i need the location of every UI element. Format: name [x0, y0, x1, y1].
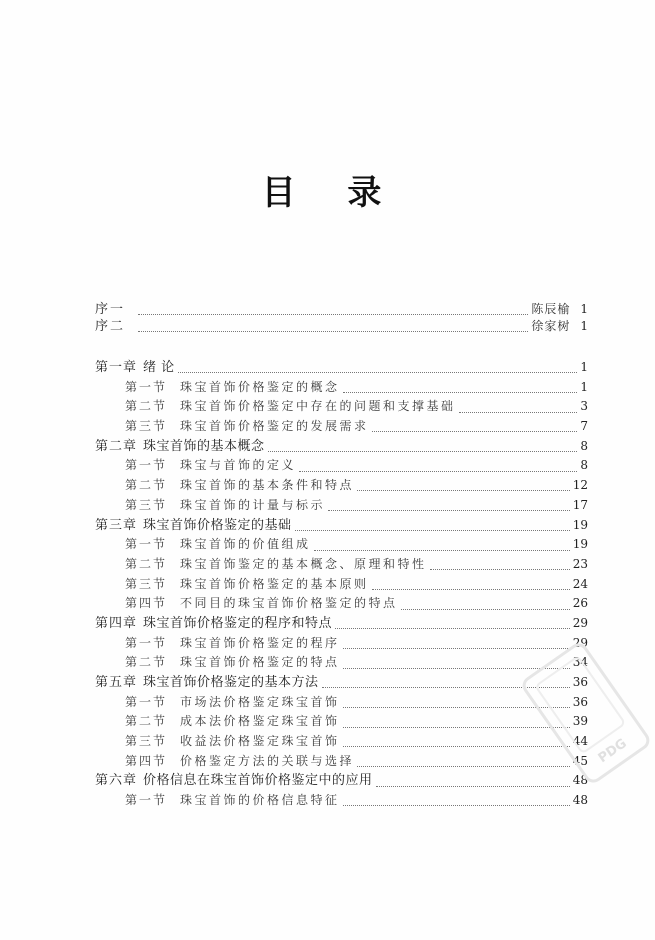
toc-chapter	[95, 614, 588, 634]
section-number: 第四节	[125, 753, 168, 768]
section-title: 珠宝首饰价格鉴定的发展需求	[180, 419, 369, 434]
section-number: 第一节	[125, 458, 168, 473]
watermark-text: PDG	[595, 736, 630, 767]
toc-section	[95, 555, 588, 575]
chapter-number: 第四章	[95, 615, 138, 631]
section-title: 珠宝首饰的价值组成	[180, 537, 311, 552]
section-number: 第一节	[125, 694, 168, 709]
toc-section	[95, 535, 588, 555]
dot-leader	[299, 471, 577, 472]
dot-leader	[343, 648, 570, 649]
page-number: 19	[572, 537, 588, 552]
section-number: 第三节	[125, 734, 168, 749]
dot-leader	[372, 431, 578, 432]
section-number: 第二节	[125, 556, 168, 571]
toc-section	[95, 397, 588, 417]
toc-section	[95, 732, 588, 752]
chapter-number: 第三章	[95, 517, 138, 533]
toc-section	[95, 476, 588, 496]
page-number: 36	[572, 694, 588, 709]
toc-preface	[95, 318, 588, 335]
toc-chapter	[95, 771, 588, 791]
dot-leader	[430, 569, 570, 570]
preface-author: 徐家树	[531, 319, 571, 333]
dot-leader	[343, 727, 570, 728]
preface-label: 序二	[95, 319, 126, 334]
section-title: 珠宝首饰的计量与标示	[180, 497, 326, 512]
dot-leader	[372, 589, 570, 590]
toc-section	[95, 693, 588, 713]
toc-section	[95, 752, 588, 772]
section-number: 第二节	[125, 714, 168, 729]
section-number: 第一节	[125, 379, 168, 394]
toc-chapter	[95, 358, 588, 378]
section-title: 珠宝首饰的基本条件和特点	[180, 478, 355, 493]
preface-author: 陈辰榆	[531, 302, 571, 316]
dot-leader	[295, 530, 570, 531]
page-number: 36	[572, 675, 588, 689]
toc-section	[95, 456, 588, 476]
chapter-title: 珠宝首饰价格鉴定的基本方法	[143, 675, 319, 690]
section-title: 市场法价格鉴定珠宝首饰	[180, 694, 340, 709]
dot-leader	[357, 490, 570, 491]
section-title: 珠宝首饰价格鉴定的特点	[180, 655, 340, 670]
section-number: 第四节	[125, 596, 168, 611]
dot-leader	[343, 805, 570, 806]
page-number: 39	[572, 714, 588, 729]
section-number: 第一节	[125, 793, 168, 808]
section-number: 第二节	[125, 655, 168, 670]
toc-chapter	[95, 516, 588, 536]
toc-chapter	[95, 673, 588, 693]
page-number: 24	[572, 576, 588, 591]
chapter-number: 第一章	[95, 360, 138, 375]
section-number: 第一节	[125, 635, 168, 650]
dot-leader	[343, 746, 570, 747]
dot-leader	[376, 786, 570, 787]
page-number: 45	[572, 753, 588, 768]
chapter-list	[95, 358, 588, 811]
page-number: 7	[580, 419, 588, 434]
toc-section	[95, 378, 588, 398]
page-number: 8	[580, 458, 588, 473]
toc-section	[95, 496, 588, 516]
dot-leader	[357, 766, 570, 767]
section-title: 不同目的珠宝首饰价格鉴定的特点	[180, 596, 398, 611]
toc-preface	[95, 301, 588, 318]
section-number: 第二节	[125, 478, 168, 493]
toc-section	[95, 653, 588, 673]
toc-section	[95, 634, 588, 654]
section-title: 珠宝首饰价格鉴定的程序	[180, 635, 340, 650]
toc-section	[95, 417, 588, 437]
chapter-title: 珠宝首饰价格鉴定的程序和特点	[143, 615, 333, 631]
section-title: 珠宝首饰的价格信息特征	[180, 793, 340, 808]
section-number: 第三节	[125, 419, 168, 434]
page-number: 12	[572, 478, 588, 493]
dot-leader	[138, 331, 528, 332]
dot-leader	[343, 392, 578, 393]
section-number: 第二节	[125, 399, 168, 414]
toc-chapter	[95, 437, 588, 457]
toc-section	[95, 712, 588, 732]
page-number: 34	[572, 655, 588, 670]
page-number: 19	[572, 517, 588, 532]
chapter-number: 第五章	[95, 675, 138, 690]
dot-leader	[343, 668, 570, 669]
section-number: 第三节	[125, 576, 168, 591]
section-title: 珠宝与首饰的定义	[180, 458, 297, 473]
dot-leader	[401, 609, 570, 610]
toc-section	[95, 594, 588, 614]
toc-section	[95, 575, 588, 595]
section-title: 珠宝首饰鉴定的基本概念、原理和特性	[180, 556, 427, 571]
page-number: 1	[580, 302, 588, 316]
page-number: 44	[572, 734, 588, 749]
page-number: 23	[572, 556, 588, 571]
chapter-title: 绪 论	[143, 360, 175, 375]
chapter-title: 价格信息在珠宝首饰价格鉴定中的应用	[143, 773, 373, 789]
section-title: 成本法价格鉴定珠宝首饰	[180, 714, 340, 729]
page-number: 29	[572, 615, 588, 630]
page-number: 48	[572, 793, 588, 808]
chapter-title: 珠宝首饰价格鉴定的基础	[143, 517, 292, 533]
section-title: 价格鉴定方法的关联与选择	[180, 753, 355, 768]
dot-leader	[178, 372, 578, 373]
section-title: 收益法价格鉴定珠宝首饰	[180, 734, 340, 749]
section-number: 第三节	[125, 497, 168, 512]
page-number: 1	[580, 379, 588, 394]
page-number: 8	[580, 438, 588, 453]
dot-leader	[314, 550, 570, 551]
page-number: 48	[572, 773, 588, 788]
preface-list	[95, 301, 588, 335]
dot-leader	[328, 510, 570, 511]
page-number: 17	[572, 497, 588, 512]
page-number: 29	[572, 635, 588, 650]
chapter-number: 第二章	[95, 438, 138, 454]
page-number: 1	[580, 360, 588, 374]
chapter-number: 第六章	[95, 773, 138, 789]
page-number: 3	[580, 399, 588, 414]
dot-leader	[459, 412, 578, 413]
section-number: 第一节	[125, 537, 168, 552]
section-title: 珠宝首饰价格鉴定的基本原则	[180, 576, 369, 591]
page-number: 26	[572, 596, 588, 611]
chapter-title: 珠宝首饰的基本概念	[143, 438, 265, 454]
preface-label: 序一	[95, 302, 126, 317]
dot-leader	[268, 451, 578, 452]
dot-leader	[138, 314, 528, 315]
section-title: 珠宝首饰价格鉴定中存在的问题和支撑基础	[180, 399, 456, 414]
dot-leader	[335, 628, 570, 629]
page-number: 1	[580, 319, 588, 333]
page-title: 目 录	[261, 173, 382, 213]
section-title: 珠宝首饰价格鉴定的概念	[180, 379, 340, 394]
toc-section	[95, 791, 588, 811]
